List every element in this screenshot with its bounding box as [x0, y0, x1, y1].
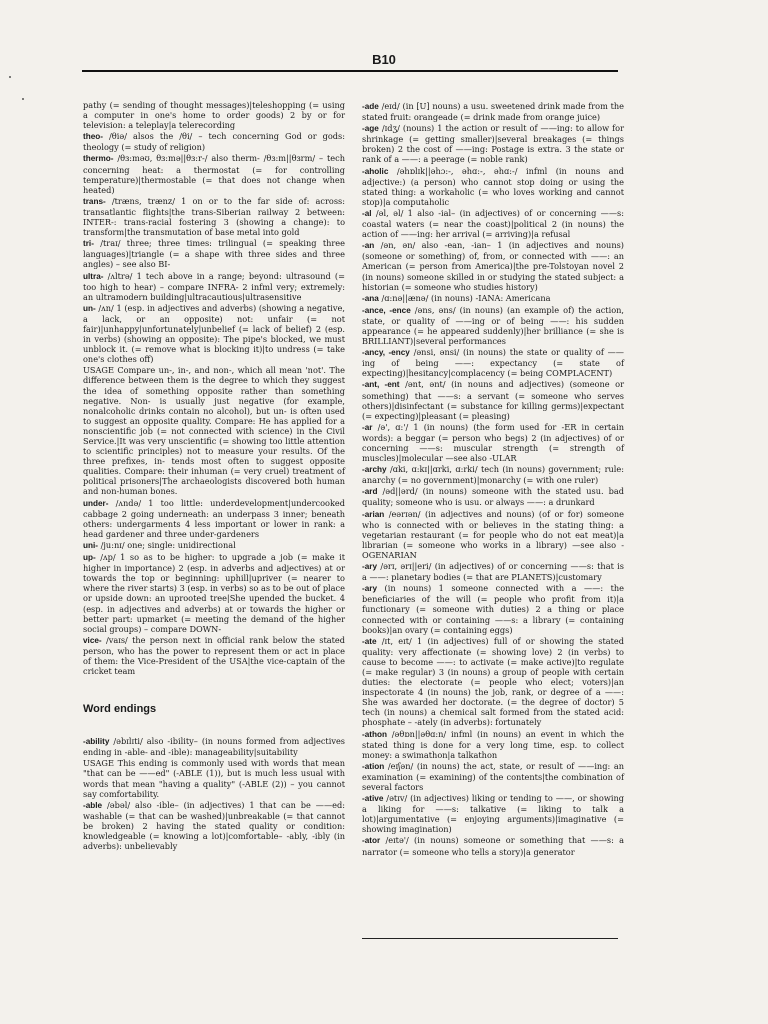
entry-text: /ən, ən/ also -ean, -ian– 1 (in adjectives and nouns) (someone or something) of, from, or connected with ——: an American (= person from America)|the pre-Tolstoyan novel 2 (in nouns) someone skilled in or studying the stated subject: a historian (= someone who studies history): [362, 240, 624, 292]
entry-text: /eɪʃən/ (in nouns) the act, state, or result of ——ing: an examination (= examining) of the contents|the combination of several factors: [362, 760, 624, 792]
dictionary-entry: [362, 729, 624, 760]
headword: tri-: [83, 239, 94, 249]
headword: -aholic: [362, 166, 389, 176]
headword: -ant, -ent: [362, 380, 400, 390]
entry-text: /ɑki, ɑ:kɪ||ɑrki, ɑ:rki/ tech (in nouns) government; rule: anarchy (= no government)|monarchy (= with one ruler): [362, 464, 624, 486]
dictionary-entry: [362, 240, 624, 291]
entry-text: /ʌltrə/ 1 tech above in a range; beyond: ultrasound (= too high to hear) – compare INFRA- 2 infml very; extremely: an ultramodern building|ultracautious|ultrasensitive: [83, 270, 345, 302]
entry-text: /əhɒlɪk||əhɔ:-, əhɑ:-, əhɑ:-/ infml (in nouns and adjective:) (a person) who cannot stop doing or using the stated thing: a workaholic (= who loves working and cannot stop)|a computaholic: [362, 165, 624, 207]
headword: up-: [83, 553, 96, 563]
dictionary-entry: [362, 123, 624, 164]
entry-text: USAGE This ending is commonly used with words that mean "that can be ——ed" (-ABLE (1)), but is much less usual with words that mean "having a quality" (-ABLE (2)) – you cannot say comfortability.: [83, 758, 345, 799]
entry-text: /ɑ:nə||ænə/ (in nouns) -IANA: Americana: [378, 292, 551, 303]
dictionary-entry: [362, 761, 624, 792]
entry-text: /θiə/ alsos the /θi/ – tech concerning God or gods: theology (= study of religion): [83, 131, 345, 153]
dictionary-entry: [83, 498, 345, 539]
headword: -ability: [83, 737, 110, 747]
headword: -ative: [362, 794, 384, 804]
dictionary-entry: [362, 305, 624, 346]
headword: under-: [83, 498, 109, 508]
dictionary-entry: [83, 552, 345, 634]
entry-text: /ə', ɑ:'/ 1 (in nouns) (the form used for -ER in certain words): a beggar (= person who begs) 2 (in adjectives) of or concerning ——s: muscular strength (= strength of muscles)|molecular —see also -ULAR: [362, 421, 624, 464]
headword: -ard: [362, 487, 378, 497]
entry-text: /ətɪv/ (in adjectives) liking or tending to ——, or showing a liking for ——s: talkative (= liking to talk a lot)|argumentative (= enjoying arguments)|imaginative (= showing imagination): [362, 793, 624, 835]
dictionary-entry: [83, 736, 345, 757]
headword: -athon: [362, 729, 388, 739]
dictionary-entry: [362, 636, 624, 728]
bottom-rule: [362, 938, 618, 939]
headword: -ary: [362, 584, 378, 594]
headword: -ary: [362, 562, 378, 572]
dictionary-entry: [362, 347, 624, 378]
headword: -ance, -ence: [362, 305, 411, 315]
dictionary-entry: [83, 303, 345, 365]
entry-text: USAGE Compare un-, in-, and non-, which all mean 'not'. The difference between them is the degree to which they suggest the idea of something opposite rather than something negative. Non- is usually just negative (for example, nonalcoholic drinks contain no alcohol), but un- is often used to suggest an opposite quality. Compare: He has applied for a nonscientific job (= not connected with science) in the Civil Service.|It was very unscientific (= showing too little attention to scientific principles) not to measure your results. Of the three prefixes, in- tends most often to suggest opposite qualities. Compare: their inhuman (= very cruel) treatment of political prisoners|The archaeologists discovered both human and non-human bones.: [83, 365, 345, 497]
headword: -ator: [362, 836, 381, 846]
dictionary-entry: [362, 793, 624, 834]
headword: un-: [83, 303, 96, 313]
dictionary-entry: [83, 800, 345, 851]
dictionary-entry: [362, 835, 624, 856]
headword: trans-: [83, 196, 106, 206]
headword: theo-: [83, 132, 104, 142]
dictionary-entry: [362, 379, 624, 420]
dictionary-entry: [83, 100, 345, 130]
dictionary-entry: [362, 208, 624, 239]
dictionary-entry: [83, 271, 345, 302]
dictionary-entry: [362, 583, 624, 634]
dictionary-entry: [362, 464, 624, 485]
headword: uni-: [83, 540, 99, 550]
entry-text: /ɪdʒ/ (nouns) 1 the action or result of ——ing: to allow for shrinkage (= getting smaller)|several breakages (= things broken) 2 the cost of ——ing: Postage is extra. 3 the state or rank of a ——: a peerage (= noble rank): [362, 123, 624, 165]
dictionary-entry: [362, 509, 624, 560]
entry-text: /əl, əl/ 1 also -ial– (in adjectives) of or concerning ——s: coastal waters (= near the coast)|political 2 (in nouns) the action of ——ing: her arrival (= arriving)|a refusal: [362, 207, 624, 240]
headword: vice-: [83, 635, 102, 645]
dictionary-entry: [83, 238, 345, 269]
dictionary-entry: [83, 131, 345, 152]
entry-text: /əd||ərd/ (in nouns) someone with the stated usu. bad quality; someone who is usu. or always ——: a drunkard: [362, 486, 624, 508]
left-column: [83, 100, 345, 852]
headword: thermo-: [83, 154, 114, 164]
headword: ultra-: [83, 271, 104, 281]
headword: -archy: [362, 465, 387, 475]
section-title-word-endings: Word endings: [83, 703, 157, 716]
right-column: [362, 101, 624, 858]
headword: -age: [362, 124, 379, 134]
entry-text: /traɪ/ three; three times: trilingual (= speaking three languages)|triangle (= a shape with three sides and three angles) – see also BI-: [83, 238, 345, 270]
entry-text: /ʌndə/ 1 too little: underdevelopment|undercooked cabbage 2 going underneath: an underpass 3 inner; beneath others: undergarments 4 less important or lower in rank: a head gardener and three under-gardeners: [83, 497, 345, 539]
dictionary-entry: [83, 540, 345, 551]
headword: -ancy, -ency: [362, 348, 410, 358]
headword: -ade: [362, 102, 379, 111]
entry-text: /eərɪən/ (in adjectives and nouns) (of or for) someone who is connected with or believes in the stating thing: a vegetarian restaurant (= for people who do not eat meat)|a librarian (= someone who works in a library) —see also -OGENARIAN: [362, 508, 624, 560]
dictionary-entry: [83, 758, 345, 798]
dictionary-entry: [83, 635, 345, 676]
entry-text: /θɜ:məʊ, θɜ:mə||θɜ:r-/ also therm- /θɜ:m||θɜrm/ – tech concerning heat: a thermostat (= for controlling temperature)|thermostable (= that does not change when heated): [83, 153, 345, 195]
headword: -an: [362, 241, 375, 251]
entry-text: /ənt, ənt/ (in nouns and adjectives) (someone or something) that ——s: a servant (= someone who serves others)|disinfectant (= substance for killing germs)|expectant (= expecting)|pleasant (= pleasing): [362, 379, 624, 421]
entry-text: /ju:nɪ/ one; single: unidirectional: [98, 539, 236, 550]
headword: -arian: [362, 509, 385, 519]
page-number: B10: [372, 52, 396, 67]
dictionary-entry: [362, 486, 624, 507]
entry-text: /træns, trænz/ 1 on or to the far side of: across: transatlantic flights|the trans-Siberian railway 2 between: INTER-: trans-racial fostering 3 (showing a change): to transform|the transmutation of base metal into gold: [83, 195, 345, 238]
headword: -able: [83, 800, 103, 810]
entry-text: pathy (= sending of thought messages)|teleshopping (= using a computer in one's home to order goods) 2 by or for television: a teleplay|a telerecording: [83, 100, 345, 131]
headword: -ation: [362, 761, 385, 771]
dictionary-entry: [362, 293, 624, 304]
headword: -ar: [362, 422, 373, 432]
entry-text: /ʌn/ 1 (esp. in adjectives and adverbs) (showing a negative, a lack, or an opposite) not: unfair (= not fair)|unhappy|unfortunately|unbelief (= lack of belief) 2 (esp. in verbs) (showing an opposite): The pipe's blocked, we must unblock it. (= remove what is blocking it)|to undress (= take one's clothes off): [83, 302, 345, 365]
dictionary-entry: [83, 196, 345, 237]
entry-text: /ərɪ, ərɪ||eri/ (in adjectives) of or concerning ——s: that is a ——: planetary bodies (= that are PLANETS)|customary: [362, 561, 624, 583]
entry-text: /ɪt, eɪt/ 1 (in adjectives) full of or showing the stated quality: very affectionate (= showing love) 2 (in verbs) to cause to become ——: to activate (= make active)|to regulate (= make regular) 3 (in nouns) a group of people with certain duties: the electorate (= people who elect; voters)|an inspectorate 4 (in nouns) the job, rank, or degree of a ——: She was awarded her doctorate. (= the degree of doctor) 5 tech (in nouns) a chemical salt formed from the stated acid: phosphate – -ately (in adverbs): fortunately: [362, 635, 624, 728]
scan-speck: [22, 98, 24, 100]
headword: -ate: [362, 636, 377, 646]
dictionary-entry: [362, 101, 624, 122]
entry-text: /eɪtə'/ (in nouns) someone or something that ——s: a narrator (= someone who tells a story)|a generator: [362, 835, 624, 857]
entry-text: /əθɒn||əθɑ:n/ infml (in nouns) an event in which the stated thing is done for a very long time, esp. to collect money: a swimathon|a talkathon: [362, 728, 624, 760]
entry-text: /ənsi, ənsi/ (in nouns) the state or quality of ——ing of being ——: expectancy (= state of expecting)|hesitancy|complacency (= being COMPLACENT): [362, 347, 624, 379]
header-rule: [82, 70, 618, 72]
dictionary-entry: [362, 561, 624, 582]
entry-text: (in nouns) 1 someone connected with a ——: the beneficiaries of the will (= people who profit from it)|a functionary (= someone with duties) 2 a thing or place connected with or containing ——s: a library (= containing books)|an ovary (= containing eggs): [362, 583, 624, 635]
entry-text: /əbəl/ also -ible– (in adjectives) 1 that can be ——ed: washable (= that can be washed)|unbreakable (= that cannot be broken) 2 having the stated quality or condition: knowledgeable (= knowing a lot)|comfortable– -ably, -ibly (in adverbs): unbelievably: [83, 799, 345, 852]
headword: -ana: [362, 293, 379, 303]
entry-text: /ʌp/ 1 so as to be higher: to upgrade a job (= make it higher in importance) 2 (esp. in adverbs and adjectives) at or towards the top or beginning: uphill|upriver (= nearer to where the river starts) 3 (esp. in verbs) so as to be out of place or upside down: an uprooted tree|She upended the bucket. 4 (esp. in adjectives and adverbs) at or towards the higher or better part: upmarket (= meeting the demand of the higher social groups) – compare DOWN-: [83, 552, 345, 634]
entry-text: /əns, əns/ (in nouns) (an example of) the action, state, or quality of ——ing or of being ——: his sudden appearance (= he appeared suddenly)|her brilliance (= she is BRILLIANT)|several performances: [362, 304, 624, 347]
dictionary-entry: [362, 166, 624, 207]
entry-text: /vaɪs/ the person next in official rank below the stated person, who has the power to represent them or act in place of them: the Vice-President of the USA|the vice-captain of the cricket team: [83, 634, 345, 677]
entry-text: /eɪd/ (in [U] nouns) a usu. sweetened drink made from the stated fruit: orangeade (= drink made from orange juice): [362, 101, 624, 123]
dictionary-entry: [362, 422, 624, 463]
dictionary-entry: [83, 153, 345, 194]
dictionary-entry: [83, 365, 345, 496]
headword: -al: [362, 208, 372, 218]
scan-speck: [9, 76, 11, 78]
entry-text: /əbɪlɪti/ also -ibility– (in nouns formed from adjectives ending in -able- and -ible): manageability|suitability: [83, 736, 345, 758]
